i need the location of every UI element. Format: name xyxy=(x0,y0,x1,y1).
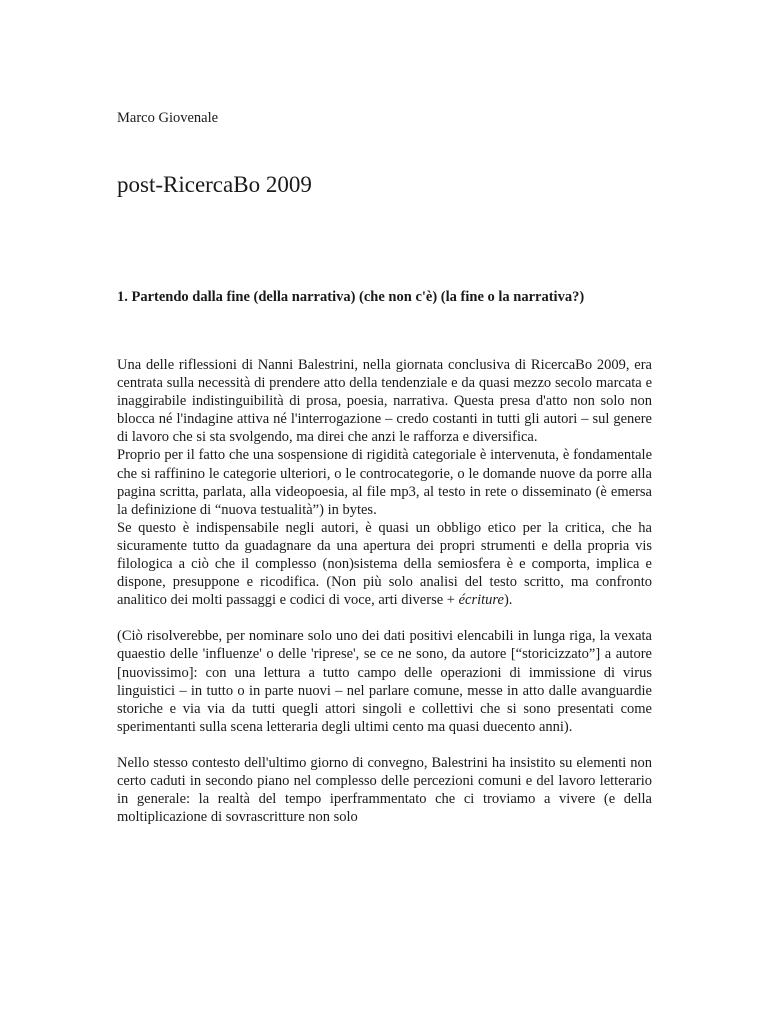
paragraph-4: (Ciò risolverebbe, per nominare solo uno dei dati positivi elencabili in lunga riga, la vexata quaestio delle 'influenze' o delle 'riprese', se ce ne sono, da autore [“storicizzato”] a autore [nuovissimo]: con una lettura a tutto campo delle operazioni di immissione di virus linguistici – in tutto o in parte nuovi – nel parlare comune, messe in atto dalle avanguardie storiche e via via da tutti quegli attori singoli e collettivi che si sono presentati come sperimentanti sulla scena letteraria degli ultimi cento ma quasi duecento anni). xyxy=(117,628,652,735)
paragraph-3-italic: écriture xyxy=(458,592,504,609)
author-name: Marco Giovenale xyxy=(117,110,219,126)
paragraph-1: Una delle riflessioni di Nanni Balestrini, nella giornata conclusiva di RicercaBo 2009, era centrata sulla necessità di prendere atto della tendenziale e da quasi mezzo secolo marcata e inaggirabile indistinguibilità di prosa, poesia, narrativa. Questa presa d'atto non solo non blocca né l'indagine attiva né l'interrogazione – credo costanti in tutti gli autori – sul genere di lavoro che si sta svolgendo, ma direi che anzi le rafforza e diversifica. xyxy=(117,357,652,446)
body-text xyxy=(117,356,652,826)
paragraph-spacer xyxy=(117,609,652,627)
section-heading: 1. Partendo dalla fine (della narrativa) (che non c'è) (la fine o la narrativa?) xyxy=(117,289,585,305)
paragraph-3-text: Se questo è indispensabile negli autori, è quasi un obbligo etico per la critica, che ha sicuramente tutto da guadagnare da una apertura dei propri strumenti e della propria vis filologica a ciò che il complesso (non)sistema della semiosfera è e comporta, implica e dispone, presuppone e ricodifica. (Non più solo analisi del testo scritto, ma confronto analitico dei molti passaggi e codici di voce, arti diverse + xyxy=(117,519,652,609)
paragraph-2: Proprio per il fatto che una sospensione di rigidità categoriale è intervenuta, è fondamentale che si raffinino le categorie ulteriori, o le controcategorie, o le domande nuove da porre alla pagina scritta, parlata, alla videopoesia, al file mp3, al testo in rete o disseminato (è emersa la definizione di “nuova testualità”) in bytes. xyxy=(117,447,652,518)
paragraph-3 xyxy=(117,519,652,609)
paragraph-3-end: ). xyxy=(503,592,513,609)
document-title: post-RicercaBo 2009 xyxy=(117,172,312,197)
paragraph-spacer xyxy=(117,736,652,754)
paragraph-5: Nello stesso contesto dell'ultimo giorno di convegno, Balestrini ha insistito su elementi non certo caduti in secondo piano nel complesso delle percezioni comuni e del lavoro letterario in generale: la realtà del tempo iperframmentato che ci troviamo a vivere (e della moltiplicazione di sovrascritture non solo xyxy=(117,754,652,826)
